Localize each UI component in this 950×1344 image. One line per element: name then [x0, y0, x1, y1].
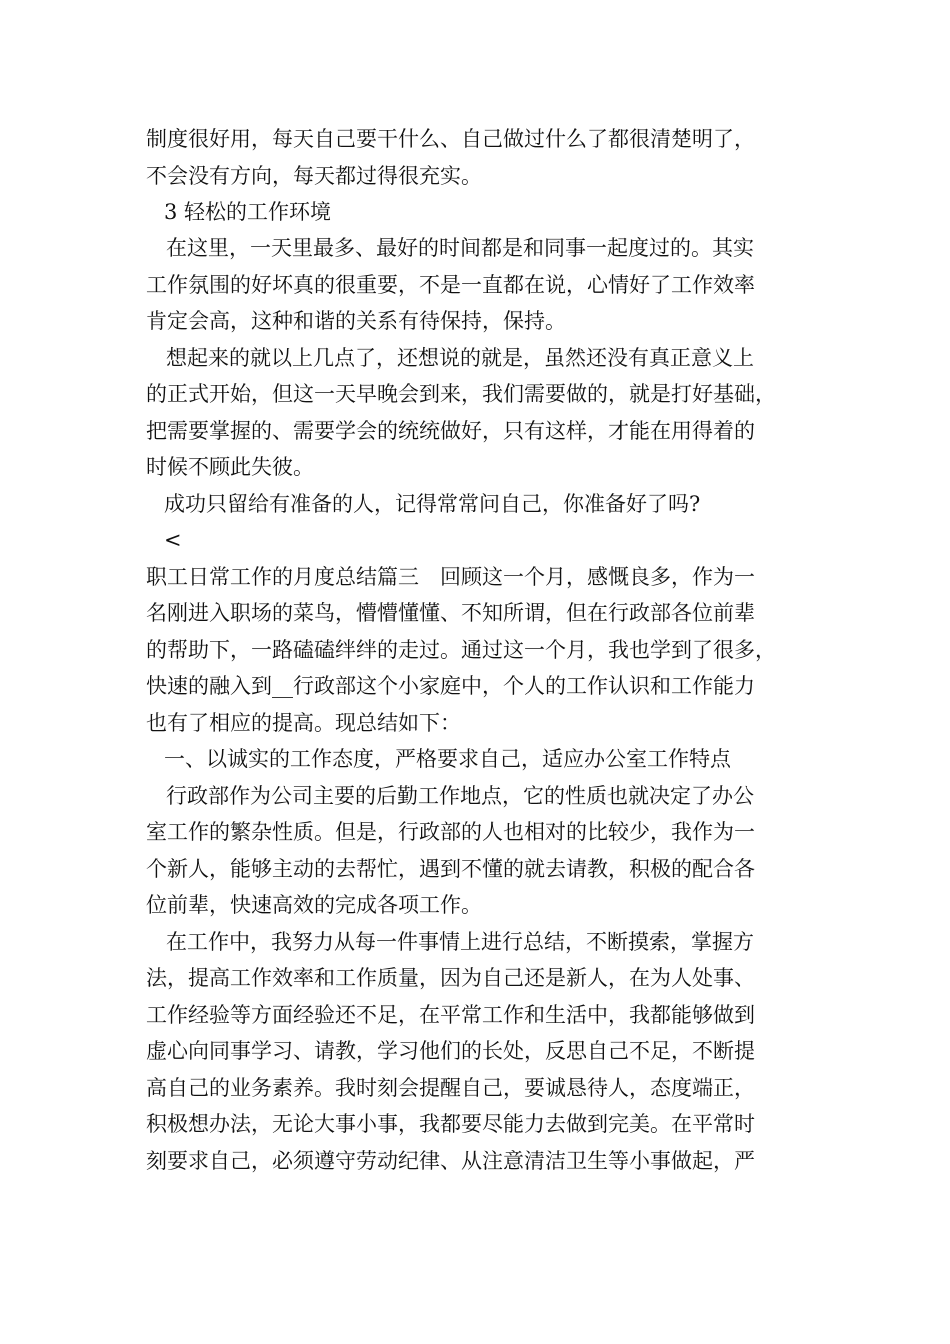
section-heading: 一、以诚实的工作态度，严格要求自己，适应办公室工作特点	[164, 747, 731, 771]
section-heading: 职工日常工作的月度总结篇三 回顾这一个月，感慨良多，作为一	[146, 565, 755, 589]
text-line: 虚心向同事学习、请教，学习他们的长处，反思自己不足，不断提	[146, 1039, 755, 1063]
text-line: 肯定会高，这种和谐的关系有待保持，保持。	[146, 309, 566, 333]
text-line: 积极想办法，无论大事小事，我都要尽能力去做到完美。在平常时	[146, 1112, 755, 1136]
text-line: 行政部作为公司主要的后勤工作地点，它的性质也就决定了办公	[166, 784, 754, 808]
section-heading: 3 轻松的工作环境	[164, 200, 332, 224]
text-line: 也有了相应的提高。现总结如下：	[146, 711, 461, 735]
text-line: 室工作的繁杂性质。但是，行政部的人也相对的比较少，我作为一	[146, 820, 755, 844]
text-line: 制度很好用，每天自己要干什么、自己做过什么了都很清楚明了，	[146, 127, 755, 151]
text-line: 把需要掌握的、需要学会的统统做好，只有这样，才能在用得着的	[146, 419, 755, 443]
text-line: 快速的融入到__行政部这个小家庭中，个人的工作认识和工作能力	[146, 674, 755, 698]
text-line: 时候不顾此失彼。	[146, 455, 314, 479]
text-line: 不会没有方向，每天都过得很充实。	[146, 164, 482, 188]
text-line: 个新人，能够主动的去帮忙，遇到不懂的就去请教，积极的配合各	[146, 857, 755, 881]
text-line: 在这里，一天里最多、最好的时间都是和同事一起度过的。其实	[166, 236, 754, 260]
text-line: 工作经验等方面经验还不足，在平常工作和生活中，我都能够做到	[146, 1003, 755, 1027]
text-line: 想起来的就以上几点了，还想说的就是，虽然还没有真正意义上	[166, 346, 754, 370]
text-line: 工作氛围的好坏真的很重要，不是一直都在说，心情好了工作效率	[146, 273, 755, 297]
text-line: 高自己的业务素养。我时刻会提醒自己，要诚恳待人，态度端正，	[146, 1076, 755, 1100]
text-line: 的帮助下，一路磕磕绊绊的走过。通过这一个月，我也学到了很多，	[146, 638, 776, 662]
text-line: <	[164, 528, 182, 552]
text-line: 刻要求自己，必须遵守劳动纪律、从注意清洁卫生等小事做起，严	[146, 1149, 755, 1173]
text-line: 在工作中，我努力从每一件事情上进行总结，不断摸索，掌握方	[166, 930, 754, 954]
text-line: 位前辈，快速高效的完成各项工作。	[146, 893, 482, 917]
text-line: 成功只留给有准备的人，记得常常问自己，你准备好了吗?	[164, 492, 701, 516]
text-line: 名刚进入职场的菜鸟，懵懵懂懂、不知所谓，但在行政部各位前辈	[146, 601, 755, 625]
text-line: 法，提高工作效率和工作质量，因为自己还是新人，在为人处事、	[146, 966, 755, 990]
text-line: 的正式开始，但这一天早晚会到来，我们需要做的，就是打好基础，	[146, 382, 776, 406]
